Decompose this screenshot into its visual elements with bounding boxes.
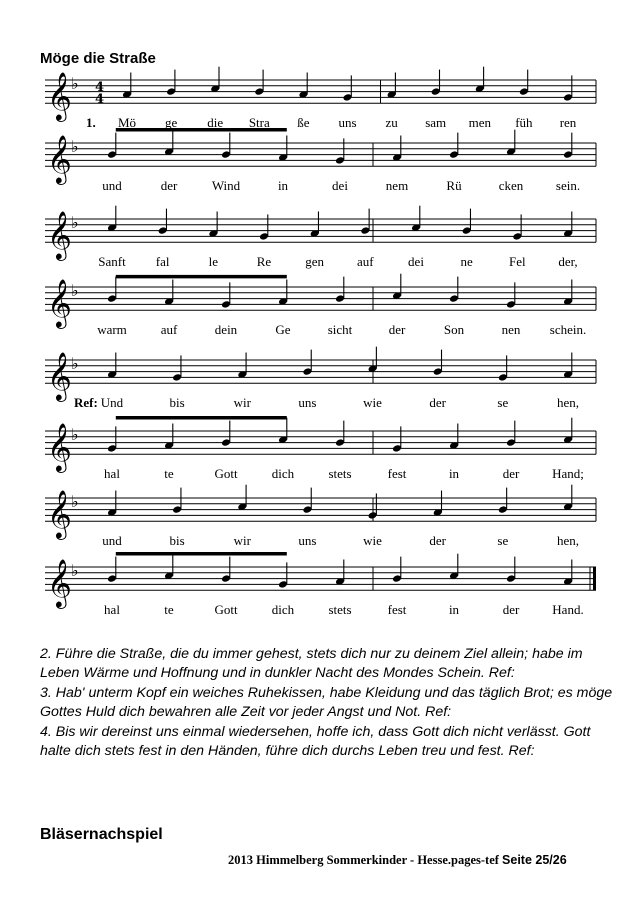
treble-clef-icon: 𝄞 <box>47 422 72 471</box>
lyric-syllable: Hand; <box>552 466 584 481</box>
lyric-syllable: der <box>429 533 447 548</box>
lyric-syllable: sam <box>425 115 447 130</box>
lyric-syllable: uns <box>338 115 357 130</box>
lyric-syllable: gen <box>305 254 325 269</box>
lyric-syllable: stets <box>328 466 352 481</box>
treble-clef-icon: 𝄞 <box>47 351 72 400</box>
lyric-syllable: in <box>448 466 460 481</box>
lyric-syllable: stets <box>328 602 352 617</box>
lyric-syllable: warm <box>97 322 127 337</box>
lyric-syllable: und <box>102 178 122 193</box>
lyric-syllable: Und <box>100 395 124 410</box>
lyric-syllable: hal <box>104 602 120 617</box>
lyric-syllable: le <box>208 254 219 269</box>
lyric-syllable: dei <box>332 178 348 193</box>
verses <box>40 645 615 763</box>
lyric-syllable: Hand. <box>552 602 584 617</box>
flat-icon: ♭ <box>71 213 79 232</box>
lyric-syllable: wir <box>233 533 251 548</box>
lyric-syllable: Rü <box>446 178 462 193</box>
lyric-syllable: und <box>102 533 122 548</box>
lyric-syllable: hen, <box>556 395 580 410</box>
time-signature-bottom: 4 <box>95 92 105 107</box>
lyric-syllable: Mö <box>117 115 137 130</box>
lyric-syllable: der, <box>558 254 578 269</box>
verse-2: 2. Führe die Straße, die du immer gehest, stets dich nur zu deinem Ziel allein; habe im Leben Wärme und Hoffnung und in dunkler Nacht des Mondes Schein. Ref: <box>40 646 583 681</box>
lyric-syllable: die <box>207 115 224 130</box>
lyric-syllable: in <box>277 178 289 193</box>
lyric-syllable: Stra <box>248 115 270 130</box>
lyric-syllable: Fel <box>509 254 526 269</box>
lyric-syllable: auf <box>160 322 178 337</box>
lyric-syllable: dich <box>271 466 295 481</box>
footer-text: 2013 Himmelberg Sommerkinder - Hesse.pages-tef <box>228 853 503 867</box>
lyric-syllable: auf <box>357 254 374 269</box>
lyric-syllable: nem <box>385 178 409 193</box>
lyric-syllable: der <box>502 466 520 481</box>
lyric-syllable: nen <box>501 322 521 337</box>
page-number: Seite 25/26 <box>502 853 567 867</box>
verse-label: Ref: <box>74 395 98 410</box>
verse-label: 1. <box>86 115 96 130</box>
flat-icon: ♭ <box>71 561 79 580</box>
lyric-syllable: der <box>502 602 520 617</box>
treble-clef-icon: 𝄞 <box>47 134 72 183</box>
lyric-syllable: uns <box>298 533 317 548</box>
verse-4: 4. Bis wir dereinst uns einmal wiedersehen, hoffe ich, dass Gott dich nicht verlässt. Gott halte dich stets fest in den Händen, führe dich durchs Leben treu und fest. Ref: <box>40 724 591 759</box>
lyric-syllable: füh <box>515 115 533 130</box>
lyric-syllable: te <box>164 466 174 481</box>
lyric-syllable: sicht <box>327 322 353 337</box>
lyric-syllable: sein. <box>555 178 581 193</box>
flat-icon: ♭ <box>71 492 79 511</box>
lyric-syllable: wie <box>363 533 382 548</box>
lyric-syllable: wir <box>233 395 251 410</box>
lyric-syllable: cken <box>498 178 524 193</box>
lyric-syllable: se <box>497 533 509 548</box>
lyric-syllable: ße <box>297 115 310 130</box>
lyric-syllable: der <box>429 395 447 410</box>
lyric-syllable: dei <box>408 254 424 269</box>
postlude-heading: Bläsernachspiel <box>40 826 163 843</box>
lyric-syllable: fal <box>155 254 170 269</box>
treble-clef-icon: 𝄞 <box>47 558 72 607</box>
treble-clef-icon: 𝄞 <box>47 278 72 327</box>
lyric-syllable: dein <box>214 322 238 337</box>
treble-clef-icon: 𝄞 <box>47 210 72 259</box>
treble-clef-icon: 𝄞 <box>47 489 72 538</box>
flat-icon: ♭ <box>71 74 79 93</box>
lyric-syllable: bis <box>169 533 185 548</box>
final-bar-thick <box>593 567 596 590</box>
flat-icon: ♭ <box>71 354 79 373</box>
lyric-syllable: schein. <box>549 322 587 337</box>
flat-icon: ♭ <box>71 425 79 444</box>
lyric-syllable: se <box>497 395 509 410</box>
lyric-syllable: hen, <box>556 533 580 548</box>
time-signature-top: 4 <box>95 80 105 95</box>
lyric-syllable: Gott <box>214 466 238 481</box>
lyric-syllable: men <box>468 115 491 130</box>
verse-3: 3. Hab' unterm Kopf ein weiches Ruhekissen, habe Kleidung und das täglich Brot; es möge Gottes Huld dich bewahren alle Zeit vor jeder Angst und Not. Ref: <box>40 685 613 720</box>
lyric-syllable: Sanft <box>98 254 126 269</box>
lyric-syllable: ne <box>460 254 473 269</box>
lyric-syllable: fest <box>387 466 407 481</box>
lyric-syllable: bis <box>169 395 185 410</box>
flat-icon: ♭ <box>71 137 79 156</box>
flat-icon: ♭ <box>71 281 79 300</box>
page-footer <box>228 853 567 868</box>
lyric-syllable: Wind <box>211 178 241 193</box>
treble-clef-icon: 𝄞 <box>47 71 72 120</box>
lyric-syllable: hal <box>104 466 120 481</box>
lyric-syllable: der <box>160 178 178 193</box>
lyric-syllable: dich <box>271 602 295 617</box>
lyric-syllable: zu <box>385 115 398 130</box>
lyric-syllable: Ge <box>275 322 291 337</box>
lyric-syllable: Son <box>443 322 465 337</box>
lyric-syllable: in <box>448 602 460 617</box>
song-title: Möge die Straße <box>40 50 156 67</box>
lyric-syllable: Gott <box>214 602 238 617</box>
lyric-syllable: fest <box>387 602 407 617</box>
lyric-syllable: uns <box>298 395 317 410</box>
lyric-syllable: der <box>388 322 406 337</box>
lyric-syllable: ge <box>164 115 178 130</box>
lyric-syllable: te <box>164 602 174 617</box>
lyric-syllable: wie <box>363 395 382 410</box>
lyric-syllable: Re <box>256 254 272 269</box>
lyric-syllable: ren <box>559 115 577 130</box>
